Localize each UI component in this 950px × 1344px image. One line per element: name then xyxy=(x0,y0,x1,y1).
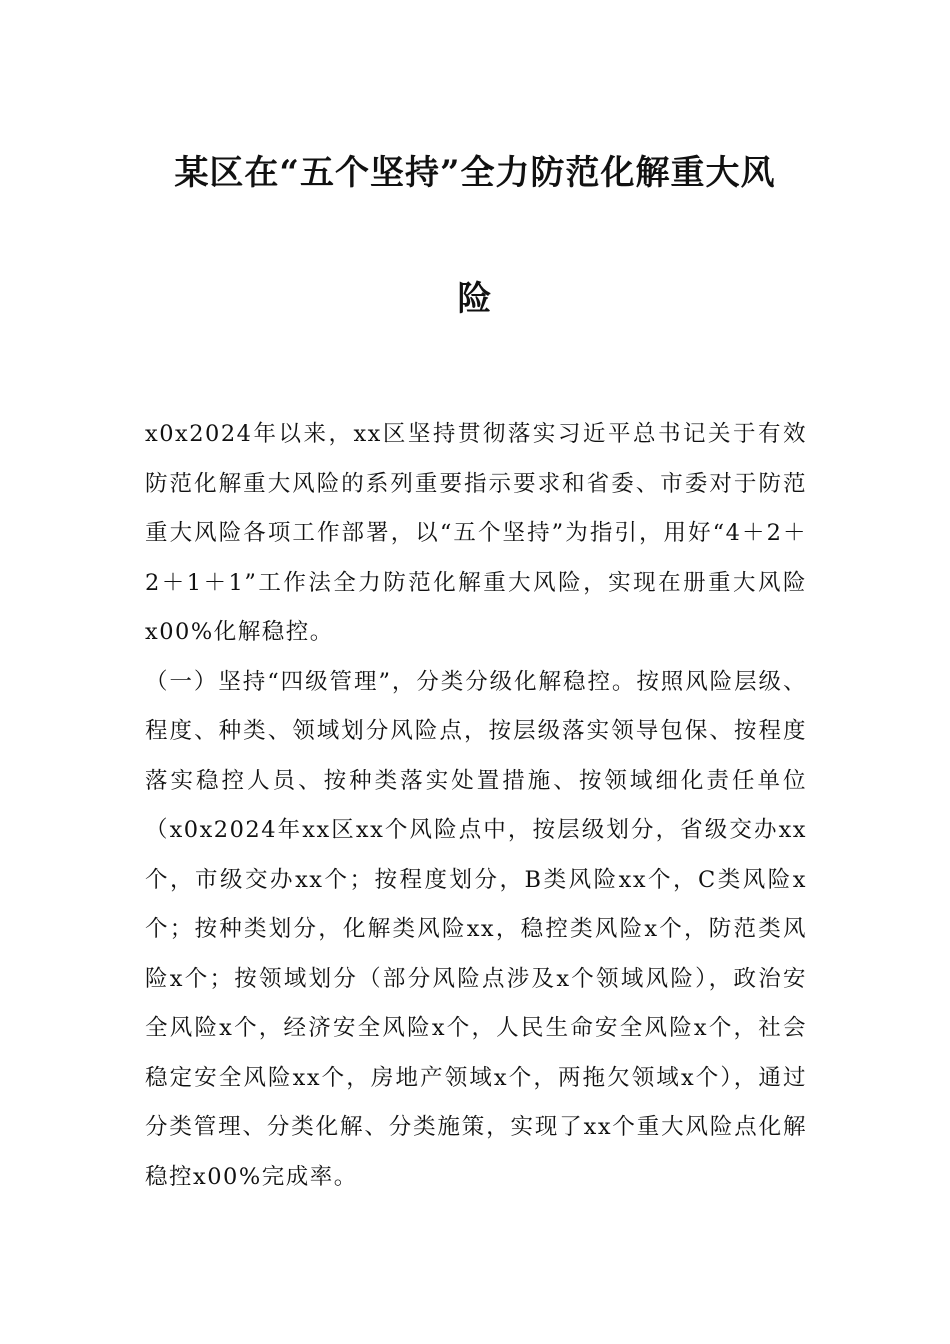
paragraph-section-1: （一）坚持“四级管理”，分类分级化解稳控。按照风险层级、程度、种类、领域划分风险点，按层级落实领导包保、按程度落实稳控人员、按种类落实处置措施、按领域细化责任单位（x0x2024年xx区xx个风险点中，按层级划分，省级交办xx个，市级交办xx个；按程度划分，B类风险xx个，C类风险x个；按种类划分，化解类风险xx，稳控类风险x个，防范类风险x个；按领域划分（部分风险点涉及x个领域风险），政治安全风险x个，经济安全风险x个，人民生命安全风险x个，社会稳定安全风险xx个，房地产领域x个，两拖欠领域x个），通过分类管理、分类化解、分类施策，实现了xx个重大风险点化解稳控x00%完成率。 xyxy=(145,668,807,1190)
title-line-2: 险 xyxy=(457,279,493,319)
document-title xyxy=(145,150,805,362)
document-body xyxy=(145,410,807,1202)
title-line-1: 某区在“五个坚持”全力防范化解重大风 xyxy=(174,153,776,193)
paragraph-intro: x0x2024年以来，xx区坚持贯彻落实习近平总书记关于有效防范化解重大风险的系列重要指示要求和省委、市委对于防范重大风险各项工作部署，以“五个坚持”为指引，用好“4＋2＋2＋1＋1”工作法全力防范化解重大风险，实现在册重大风险x00%化解稳控。 xyxy=(145,421,807,645)
